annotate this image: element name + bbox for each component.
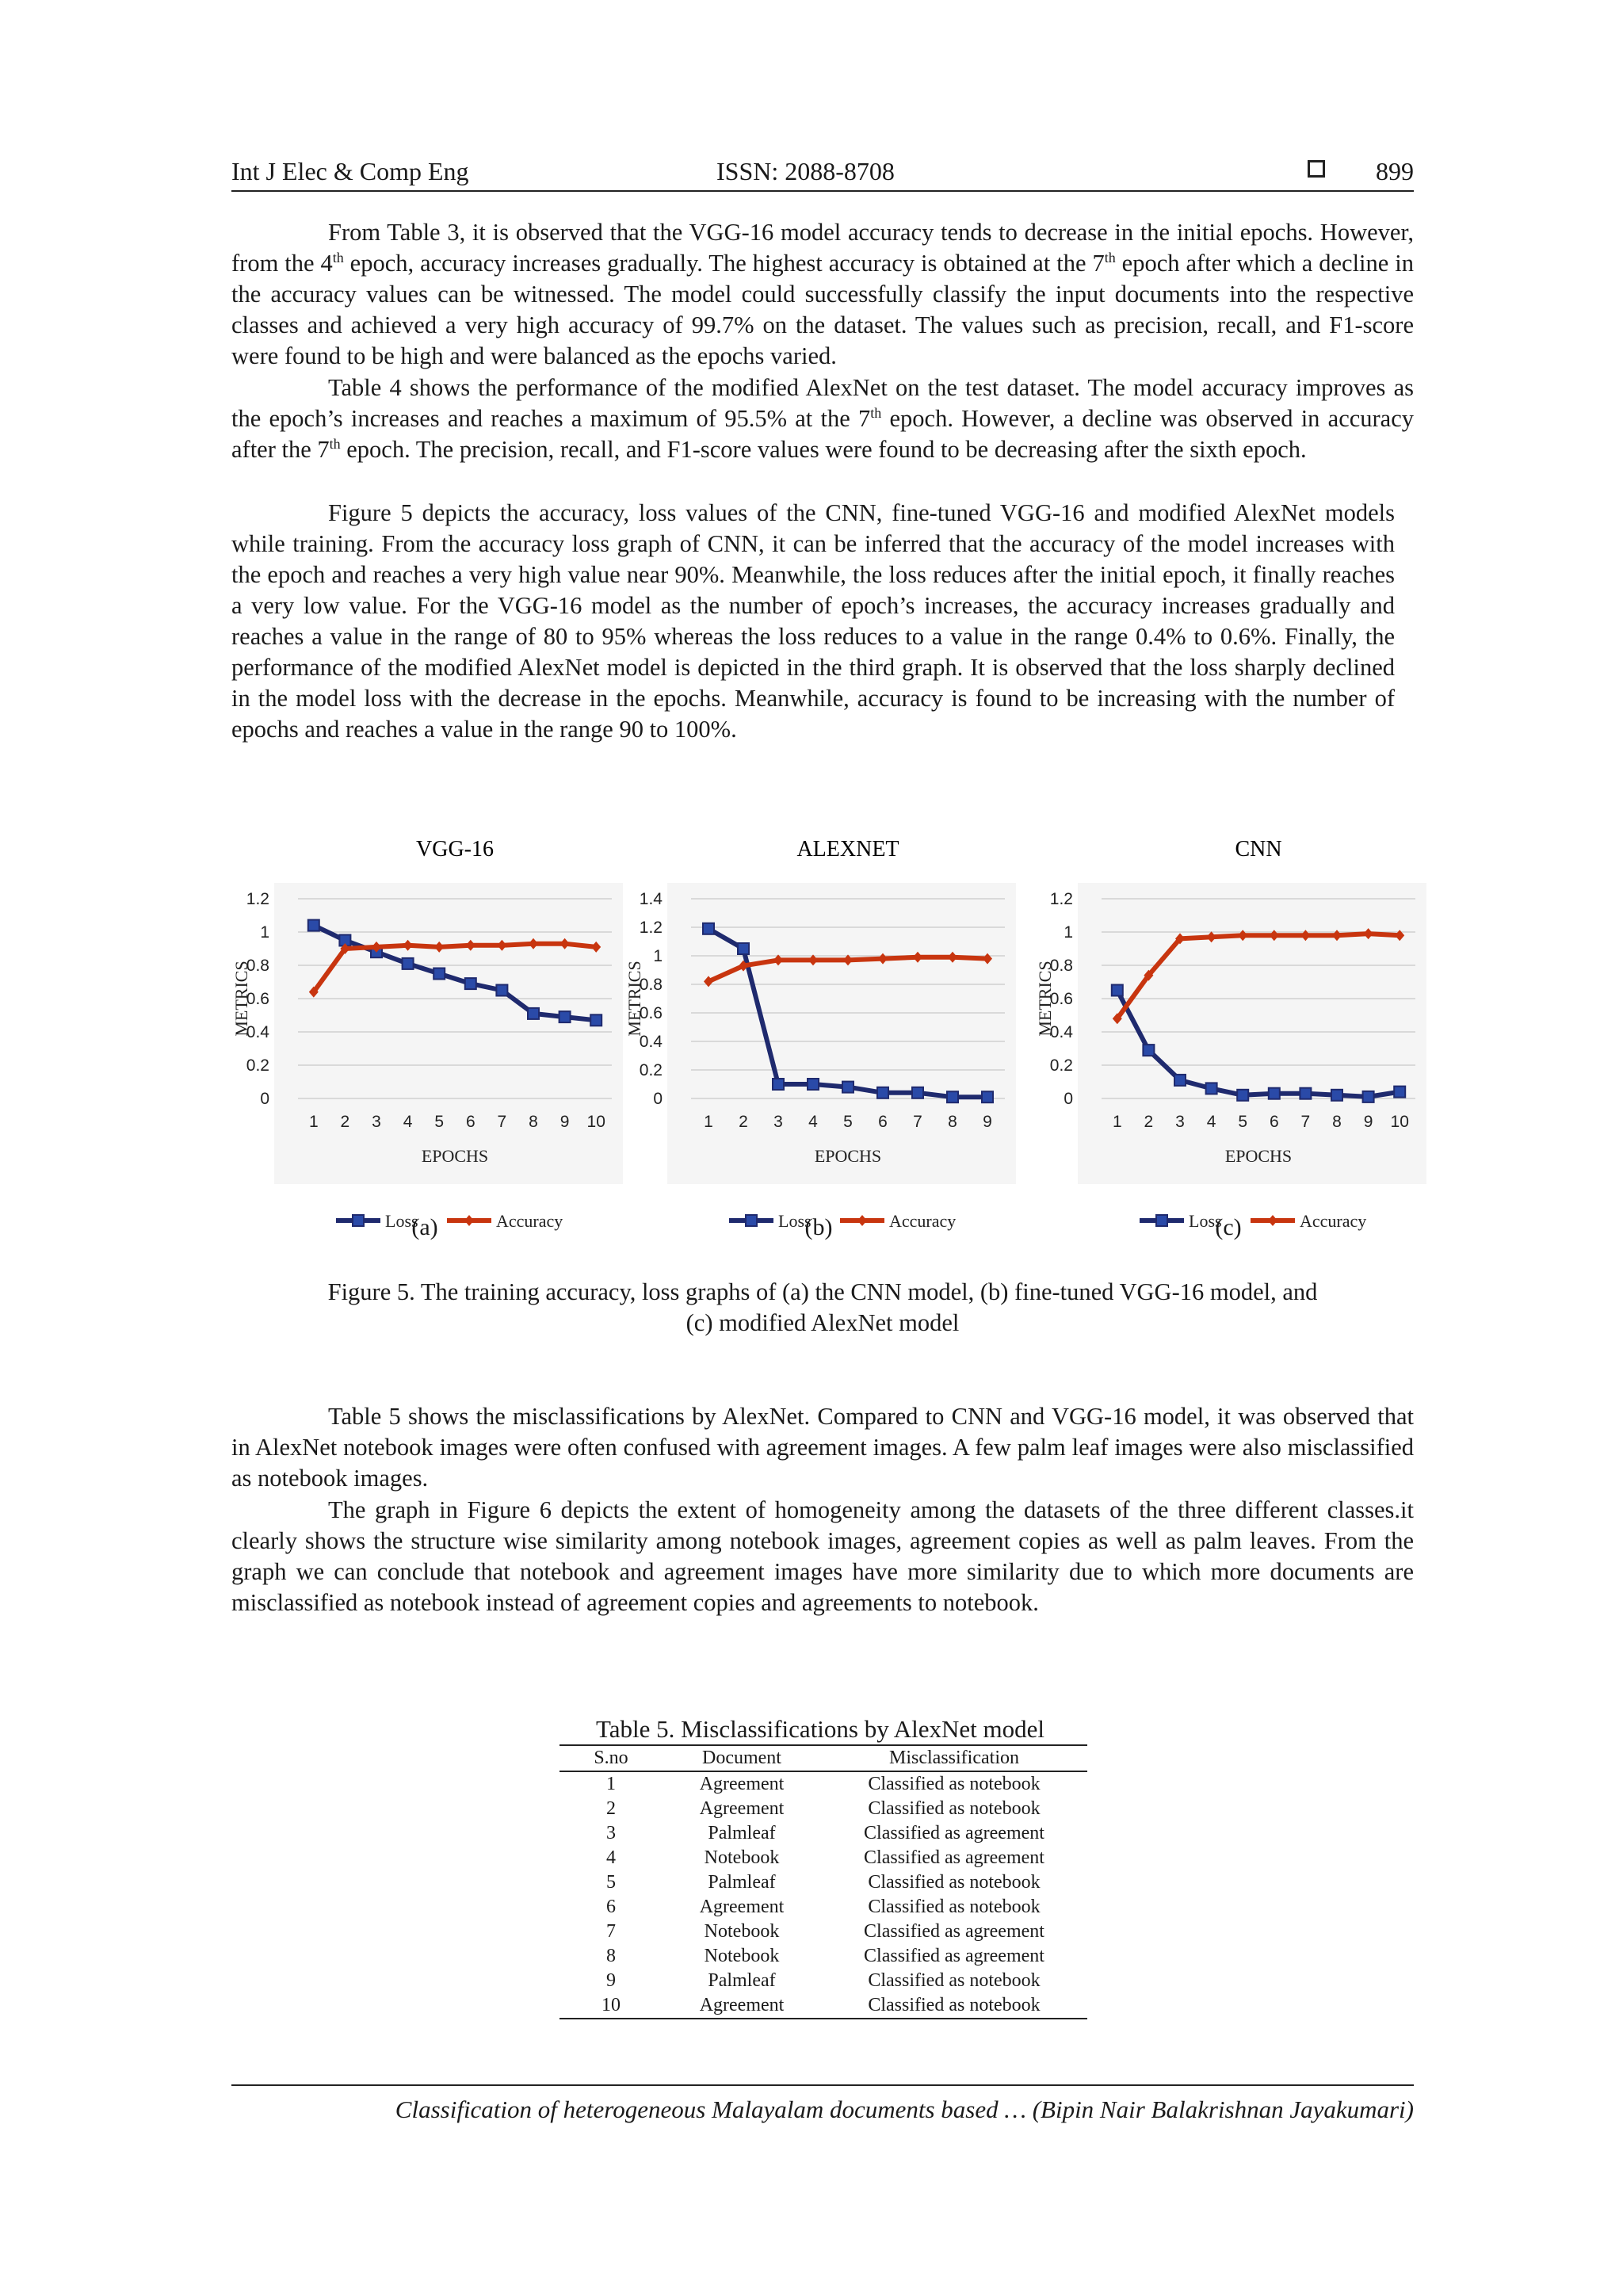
table-cell: 7 [606,1921,616,1942]
data-point-loss [1112,985,1123,996]
table-row [559,1870,1087,1895]
y-tick-label: 1 [1064,923,1073,942]
chart-cnn [1030,824,1442,1260]
x-tick-label: 4 [808,1113,818,1131]
column-header: Misclassification [821,1745,1087,1771]
figure-sublabel-a: (a) [411,1214,438,1240]
x-tick-label: 8 [948,1113,957,1131]
x-tick-label: 5 [1238,1113,1248,1131]
chart-alexnet-svg [620,824,1032,1260]
x-tick-label: 7 [1300,1113,1311,1131]
table-cell: Classified as agreement [864,1921,1044,1942]
table-cell: 10 [559,1993,663,2019]
table-cell: Agreement [699,1774,785,1794]
chart-background [667,883,1016,1184]
x-tick-label: 1 [704,1113,713,1131]
data-point-loss [912,1087,923,1098]
data-point-loss [1143,1045,1154,1056]
x-tick-label: 6 [878,1113,888,1131]
table-cell: 8 [606,1946,616,1966]
y-axis-label: METRICS [624,961,644,1037]
table-cell: Classified as notebook [868,1872,1041,1893]
data-point-loss [465,978,476,989]
y-tick-label: 0.2 [246,1056,269,1075]
data-point-loss [877,1087,888,1098]
y-tick-label: 0 [653,1090,663,1108]
chart-vgg16 [227,824,639,1260]
y-axis-label: METRICS [1035,961,1055,1037]
y-tick-label: 1.2 [639,919,663,937]
data-point-loss [1174,1075,1186,1086]
y-tick-label: 0.2 [639,1061,663,1079]
x-axis-label: EPOCHS [421,1146,489,1166]
table-row [559,1969,1087,1993]
table-cell: Classified as notebook [868,1774,1041,1794]
data-point-loss [773,1079,784,1090]
chart-title: VGG-16 [416,837,494,861]
chart-background [1078,883,1426,1184]
x-tick-label: 8 [1332,1113,1342,1131]
table-row [559,1797,1087,1821]
data-point-loss [1237,1090,1248,1101]
data-point-loss [559,1011,571,1022]
paragraph-figure6-discussion: The graph in Figure 6 depicts the extent of homogeneity among the datasets of the three different classes.it clearly shows the structure wise similarity among notebook images, agreement copies as well as palm leaves. From the graph we can conclude that notebook and agreement images have more similarity due to which more documents are misclassified as notebook instead of agreement copies and agreements to notebook. [231,1496,1414,1616]
data-point-loss [842,1082,854,1093]
legend-label-loss: Loss [778,1211,812,1231]
y-tick-label: 0.8 [1049,957,1073,975]
figure-sublabel-c: (c) [1215,1214,1242,1240]
table-cell: Classified as notebook [868,1798,1041,1819]
chart-vgg16-svg [227,824,639,1260]
x-axis-label: EPOCHS [814,1146,882,1166]
chart-cnn-svg [1030,824,1442,1260]
legend-marker-loss [746,1215,757,1226]
chart-alexnet [620,824,1032,1260]
y-tick-label: 0.8 [639,976,663,994]
table-row [559,1771,1087,1797]
legend-marker-accuracy [464,1215,474,1226]
legend-label-loss: Loss [1189,1211,1222,1231]
paragraph-table3-discussion: From Table 3, it is observed that the VGG-16 model accuracy tends to decrease in the initial epochs. However, from the 4th epoch, accuracy increases gradually. The highest accuracy is obtained at the 7th epoch after which a decline in the accuracy values can be witnessed. The model could successfully classify the input documents into the respective classes and achieved a very high accuracy of 99.7% on the dataset. The values such as precision, recall, and F1-score were found to be high and were balanced as the epochs varied. [231,219,1414,369]
y-tick-label: 0.4 [246,1023,269,1041]
x-tick-label: 8 [529,1113,538,1131]
table-row [559,1944,1087,1969]
data-point-loss [308,920,319,931]
y-tick-label: 0.2 [1049,1056,1073,1075]
table-cell: Palmleaf [708,1970,776,1991]
x-tick-label: 1 [1112,1113,1122,1131]
data-point-loss [1300,1088,1311,1099]
x-tick-label: 2 [340,1113,350,1131]
y-tick-label: 1.2 [246,890,269,908]
table-cell: Palmleaf [708,1823,776,1843]
column-header: S.no [559,1745,663,1771]
table-cell: Notebook [704,1946,780,1966]
x-tick-label: 7 [497,1113,507,1131]
data-point-loss [1206,1083,1217,1094]
x-tick-label: 10 [1390,1113,1409,1131]
y-tick-label: 0.4 [639,1033,663,1051]
table-cell: Agreement [699,1798,785,1819]
y-tick-label: 0.4 [1049,1023,1073,1041]
chart-background [274,883,623,1184]
legend-marker-accuracy [857,1215,867,1226]
x-tick-label: 3 [773,1113,783,1131]
y-tick-label: 0.8 [246,957,269,975]
x-tick-label: 6 [465,1113,475,1131]
figure-caption [231,1277,1414,1339]
data-point-loss [1394,1087,1405,1098]
y-tick-label: 0.6 [639,1004,663,1022]
table-cell: Classified as notebook [868,1897,1041,1917]
table-cell: Classified as agreement [864,1847,1044,1868]
table-cell: Classified as agreement [864,1823,1044,1843]
data-point-loss [738,943,749,954]
figure-sublabel-b: (b) [804,1214,833,1240]
y-tick-label: 0 [260,1090,269,1108]
data-point-loss [403,958,414,969]
x-tick-label: 4 [1206,1113,1216,1131]
x-tick-label: 2 [1144,1113,1154,1131]
table-cell: 1 [606,1774,616,1794]
table-cell: Classified as agreement [864,1946,1044,1966]
x-tick-label: 9 [1363,1113,1373,1131]
table-cell: 2 [606,1798,616,1819]
legend-label-accuracy: Accuracy [496,1211,563,1231]
table-cell: 9 [606,1970,616,1991]
data-point-loss [982,1091,993,1102]
table-row [559,1846,1087,1870]
y-tick-label: 0.6 [1049,990,1073,1008]
x-tick-label: 9 [983,1113,992,1131]
y-tick-label: 1.4 [639,890,663,908]
legend-marker-loss [353,1215,364,1226]
table-cell: Classified as notebook [821,1993,1087,2019]
table-row [559,1895,1087,1920]
legend-label-accuracy: Accuracy [889,1211,957,1231]
x-tick-label: 5 [434,1113,445,1131]
table-row [559,1920,1087,1944]
paragraph-figure5-discussion: Figure 5 depicts the accuracy, loss values of the CNN, fine-tuned VGG-16 and modified AlexNet models while training. From the accuracy loss graph of CNN, it can be inferred that the accuracy of the model increases with the epoch and reaches a very high value near 90%. Meanwhile, the loss reduces after the initial epoch, it finally reaches a very low value. For the VGG-16 model as the number of epoch’s increases, the accuracy increases gradually and reaches a value in the range of 80 to 95% whereas the loss reduces to a value in the range 0.4% to 0.6%. Finally, the performance of the modified AlexNet model is depicted in the third graph. It is observed that the loss sharply declined in the model loss with the decrease in the epochs. Meanwhile, accuracy is found to be increasing with the number of epochs and reaches a value in the range 90 to 100%. [231,499,1395,743]
x-tick-label: 7 [913,1113,922,1131]
running-header [231,155,1414,192]
paragraph-table4-discussion: Table 4 shows the performance of the modified AlexNet on the test dataset. The model accuracy improves as the epoch’s increases and reaches a maximum of 95.5% at the 7th epoch. However, a decline was observed in accuracy after the 7th epoch. The precision, recall, and F1-score values were found to be decreasing after the sixth epoch. [231,374,1414,463]
journal-name: Int J Elec & Comp Eng [231,157,469,185]
table-cell: Agreement [699,1897,785,1917]
y-tick-label: 1.2 [1049,890,1073,908]
table-cell: 4 [606,1847,616,1868]
x-tick-label: 3 [1175,1113,1185,1131]
x-tick-label: 2 [739,1113,748,1131]
x-axis-label: EPOCHS [1224,1146,1293,1166]
data-point-loss [1331,1090,1342,1101]
x-tick-label: 5 [843,1113,853,1131]
x-tick-label: 6 [1269,1113,1279,1131]
misclassification-table [559,1744,1087,2019]
table-row [559,1993,1087,2019]
issn: ISSN: 2088-8708 [716,157,895,185]
chart-title: ALEXNET [796,837,899,861]
table-cell: 6 [606,1897,616,1917]
legend-label-accuracy: Accuracy [1300,1211,1367,1231]
y-tick-label: 1 [653,947,663,965]
data-point-loss [703,923,714,934]
legend-marker-loss [1156,1215,1167,1226]
data-point-loss [947,1091,958,1102]
table-header-row [559,1745,1087,1771]
y-axis-label: METRICS [231,961,251,1037]
data-point-loss [433,968,445,980]
table-cell: Classified as notebook [868,1970,1041,1991]
table-row [559,1821,1087,1846]
x-tick-label: 3 [372,1113,381,1131]
data-point-loss [528,1008,539,1019]
data-point-loss [1363,1091,1374,1102]
legend-marker-accuracy [1268,1215,1277,1226]
column-header: Document [663,1745,821,1771]
table-cell: Agreement [663,1993,821,2019]
data-point-loss [808,1079,819,1090]
data-point-loss [590,1014,601,1026]
page-number: 899 [1376,157,1414,185]
y-tick-label: 1 [260,923,269,942]
paragraph-table5-discussion: Table 5 shows the misclassifications by AlexNet. Compared to CNN and VGG-16 model, it was observed that in AlexNet notebook images were often confused with agreement images. A few palm leaf images were also misclassified as notebook images. [231,1403,1414,1492]
data-point-loss [496,985,507,996]
x-tick-label: 9 [559,1113,570,1131]
table-cell: Palmleaf [708,1872,776,1893]
table-cell: 5 [606,1872,616,1893]
table-cell: Notebook [704,1847,780,1868]
table-cell: Notebook [704,1921,780,1942]
y-tick-label: 0.6 [246,990,269,1008]
table-title: Table 5. Misclassifications by AlexNet model [595,1715,1045,1743]
x-tick-label: 4 [403,1113,413,1131]
legend-label-loss: Loss [385,1211,418,1231]
data-point-loss [1269,1088,1280,1099]
figure-caption-line-1: Figure 5. The training accuracy, loss graphs of (a) the CNN model, (b) fine-tuned VGG-16 model, and [327,1278,1318,1305]
y-tick-label: 0 [1064,1090,1073,1108]
x-tick-label: 1 [308,1113,319,1131]
square-icon [1308,160,1325,178]
table-cell: 3 [606,1823,616,1843]
x-tick-label: 10 [586,1113,605,1131]
running-footer: Classification of heterogeneous Malayalam documents based … (Bipin Nair Balakrishnan Jayakumari) [231,2084,1414,2124]
chart-title: CNN [1235,837,1282,861]
figure-caption-line-2: (c) modified AlexNet model [685,1309,960,1336]
